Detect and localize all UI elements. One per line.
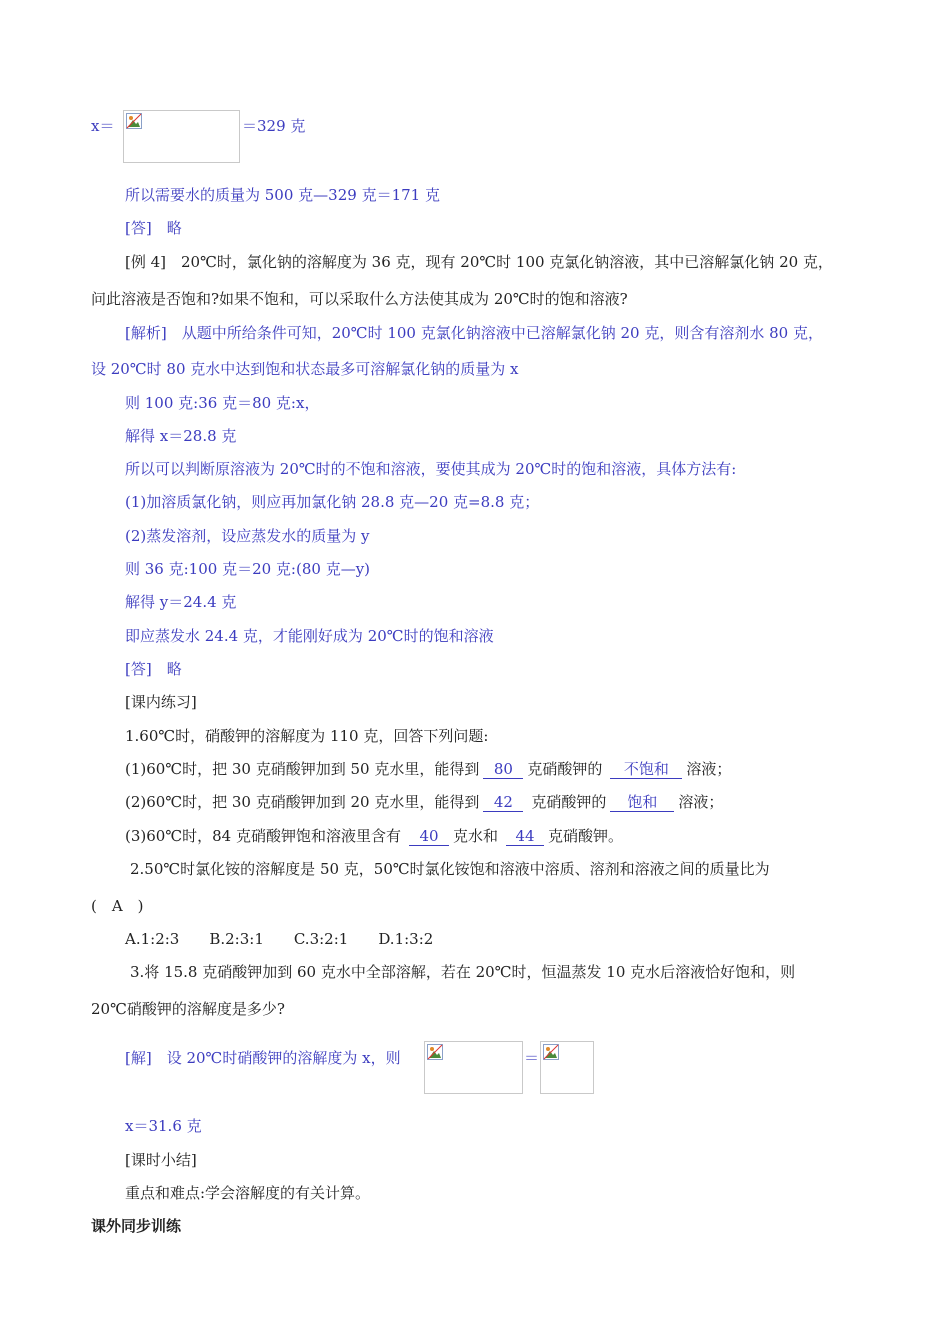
question-1: 1.60℃时，硝酸钾的溶解度为 110 克，回答下列问题: bbox=[125, 727, 489, 745]
example-4-line1: [例 4] 20℃时，氯化钠的溶解度为 36 克，现有 20℃时 100 克氯化钠溶液，其中已溶解氯化钠 20 克， bbox=[125, 253, 833, 271]
equation-x-label: x＝ bbox=[91, 117, 115, 135]
equation-result: ＝329 克 bbox=[242, 117, 306, 135]
answer-blank: 80 bbox=[483, 761, 523, 779]
question-2-options: A.1:2:3 B.2:3:1 C.3:2:1 D.1:3:2 bbox=[125, 930, 434, 948]
formula-image-placeholder bbox=[424, 1041, 523, 1094]
text-line: (2)蒸发溶剂，设应蒸发水的质量为 y bbox=[125, 527, 370, 545]
broken-image-icon bbox=[126, 113, 142, 129]
text-line: 即应蒸发水 24.4 克，才能刚好成为 20℃时的饱和溶液 bbox=[125, 627, 494, 645]
answer-blank: 不饱和 bbox=[610, 761, 682, 779]
text-line: (1)加溶质氯化钠，则应再加氯化钠 28.8 克—20 克=8.8 克； bbox=[125, 493, 540, 511]
broken-image-icon bbox=[427, 1044, 443, 1060]
question-2-answer: ( A ) bbox=[91, 897, 144, 915]
answer-blank: 40 bbox=[409, 828, 449, 846]
text-line: 则 100 克:36 克＝80 克:x， bbox=[125, 394, 320, 412]
question-1-part-3: (3)60℃时，84 克硝酸钾饱和溶液里含有 40 克水和 44 克硝酸钾。 bbox=[125, 827, 624, 845]
analysis-line2: 设 20℃时 80 克水中达到饱和状态最多可溶解氯化钠的质量为 x bbox=[91, 360, 519, 378]
formula-image-placeholder bbox=[123, 110, 240, 163]
answer-line: [答] 略 bbox=[125, 660, 182, 678]
summary-heading: [课时小结] bbox=[125, 1151, 197, 1169]
answer-blank: 42 bbox=[483, 794, 523, 812]
formula-image-placeholder bbox=[540, 1041, 594, 1094]
text-line: 所以需要水的质量为 500 克—329 克＝171 克 bbox=[125, 186, 440, 204]
equals-sign: ＝ bbox=[524, 1049, 540, 1067]
question-1-part-1: (1)60℃时，把 30 克硝酸钾加到 50 克水里，能得到 80 克硝酸钾的 不饱和 溶液； bbox=[125, 760, 732, 778]
section-heading: 课外同步训练 bbox=[91, 1217, 182, 1235]
solution-answer: x＝31.6 克 bbox=[125, 1117, 202, 1135]
analysis-line1: [解析] 从题中所给条件可知，20℃时 100 克氯化钠溶液中已溶解氯化钠 20 克，则含有溶剂水 80 克， bbox=[125, 324, 823, 342]
text-line: 解得 y＝24.4 克 bbox=[125, 593, 237, 611]
answer-blank: 饱和 bbox=[610, 794, 674, 812]
key-points: 重点和难点:学会溶解度的有关计算。 bbox=[125, 1184, 371, 1202]
practice-heading: [课内练习] bbox=[125, 693, 197, 711]
solution-line: [解] 设 20℃时硝酸钾的溶解度为 x，则 bbox=[125, 1049, 401, 1067]
example-4-line2: 问此溶液是否饱和?如果不饱和，可以采取什么方法使其成为 20℃时的饱和溶液? bbox=[91, 290, 628, 308]
answer-line: [答] 略 bbox=[125, 219, 182, 237]
text-line: 所以可以判断原溶液为 20℃时的不饱和溶液，要使其成为 20℃时的饱和溶液，具体方法有: bbox=[125, 460, 737, 478]
question-1-part-2: (2)60℃时，把 30 克硝酸钾加到 20 克水里，能得到 42 克硝酸钾的 饱和 溶液； bbox=[125, 793, 724, 811]
text-line: 则 36 克:100 克＝20 克:(80 克—y) bbox=[125, 560, 371, 578]
question-2-line1: 2.50℃时氯化铵的溶解度是 50 克，50℃时氯化铵饱和溶液中溶质、溶剂和溶液之间的质量比为 bbox=[130, 860, 770, 878]
text-line: 解得 x＝28.8 克 bbox=[125, 427, 237, 445]
question-3-line2: 20℃硝酸钾的溶解度是多少? bbox=[91, 1000, 285, 1018]
broken-image-icon bbox=[543, 1044, 559, 1060]
question-3-line1: 3.将 15.8 克硝酸钾加到 60 克水中全部溶解，若在 20℃时，恒温蒸发 10 克水后溶液恰好饱和，则 bbox=[130, 963, 796, 981]
answer-blank: 44 bbox=[506, 828, 544, 846]
